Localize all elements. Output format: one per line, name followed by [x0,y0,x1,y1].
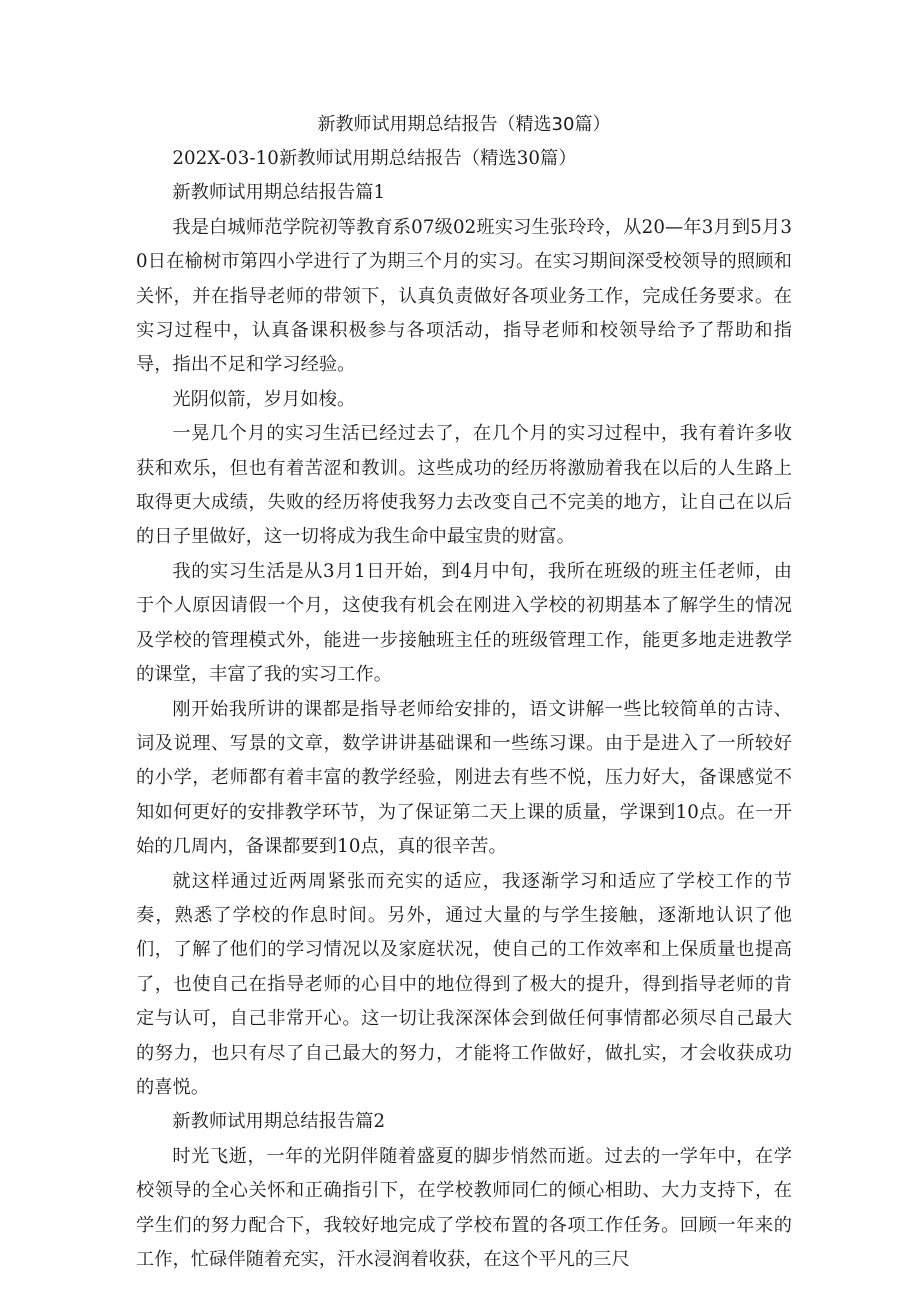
body-paragraph: 我是白城师范学院初等教育系07级02班实习生张玲玲，从20—年3月到5月30日在榆树市第四小学进行了为期三个月的实习。在实习期间深受校领导的照顾和关怀，并在指导老师的带领下，认真负责做好各项业务工作，完成任务要求。在实习过程中，认真备课积极参与各项活动，指导老师和校领导给予了帮助和指导，指出不足和学习经验。 [136,216,792,376]
body-paragraph: 就这样通过近两周紧张而充实的适应，我逐渐学习和适应了学校工作的节奏，熟悉了学校的作息时间。另外，通过大量的与学生接触，逐渐地认识了他们，了解了他们的学习情况以及家庭状况，使自己的工作效率和上保质量也提高了，也使自己在指导老师的心目中的地位得到了极大的提升，得到指导老师的肯定与认可，自己非常开心。这一切让我深深体会到做任何事情都必须尽自己最大的努力，也只有尽了自己最大的努力，才能将工作做好，做扎实，才会收获成功的喜悦。 [136,870,792,1098]
body-paragraph: 刚开始我所讲的课都是指导老师给安排的，语文讲解一些比较简单的古诗、词及说理、写景的文章，数学讲讲基础课和一些练习课。由于是进入了一所较好的小学，老师都有着丰富的教学经验，刚进去有些不悦，压力好大，备课感觉不知如何更好的安排教学环节，为了保证第二天上课的质量，学课到10点。在一开始的几周内，备课都要到10点，真的很辛苦。 [136,698,792,858]
body-paragraph: 时光飞逝，一年的光阴伴随着盛夏的脚步悄然而逝。过去的一学年中，在学校领导的全心关怀和正确指引下，在学校教师同仁的倾心相助、大力支持下，在学生们的努力配合下，我较好地完成了学校布置的各项工作任务。回顾一年来的工作，忙碌伴随着充实，汗水浸润着收获，在这个平凡的三尺 [136,1145,792,1270]
body-paragraph: 光阴似箭，岁月如梭。 [172,388,356,410]
document-page [136,108,792,1277]
section-heading-2: 新教师试用期总结报告篇2 [172,1111,386,1133]
document-title: 新教师试用期总结报告（精选30篇） [317,114,611,135]
section-heading-1: 新教师试用期总结报告篇1 [172,182,386,204]
body-paragraph: 一晃几个月的实习生活已经过去了，在几个月的实习过程中，我有着许多收获和欢乐，但也有着苦涩和教训。这些成功的经历将激励着我在以后的人生路上取得更大成绩，失败的经历将使我努力去改变自己不完美的地方，让自己在以后的日子里做好，这一切将成为我生命中最宝贵的财富。 [136,423,792,548]
date-line: 202X-03-10新教师试用期总结报告（精选30篇） [172,148,577,169]
body-paragraph: 我的实习生活是从3月1日开始，到4月中旬，我所在班级的班主任老师，由于个人原因请假一个月，这使我有机会在刚进入学校的初期基本了解学生的情况及学校的管理模式外，能进一步接触班主任的班级管理工作，能更多地走进教学的课堂，丰富了我的实习工作。 [136,560,792,686]
